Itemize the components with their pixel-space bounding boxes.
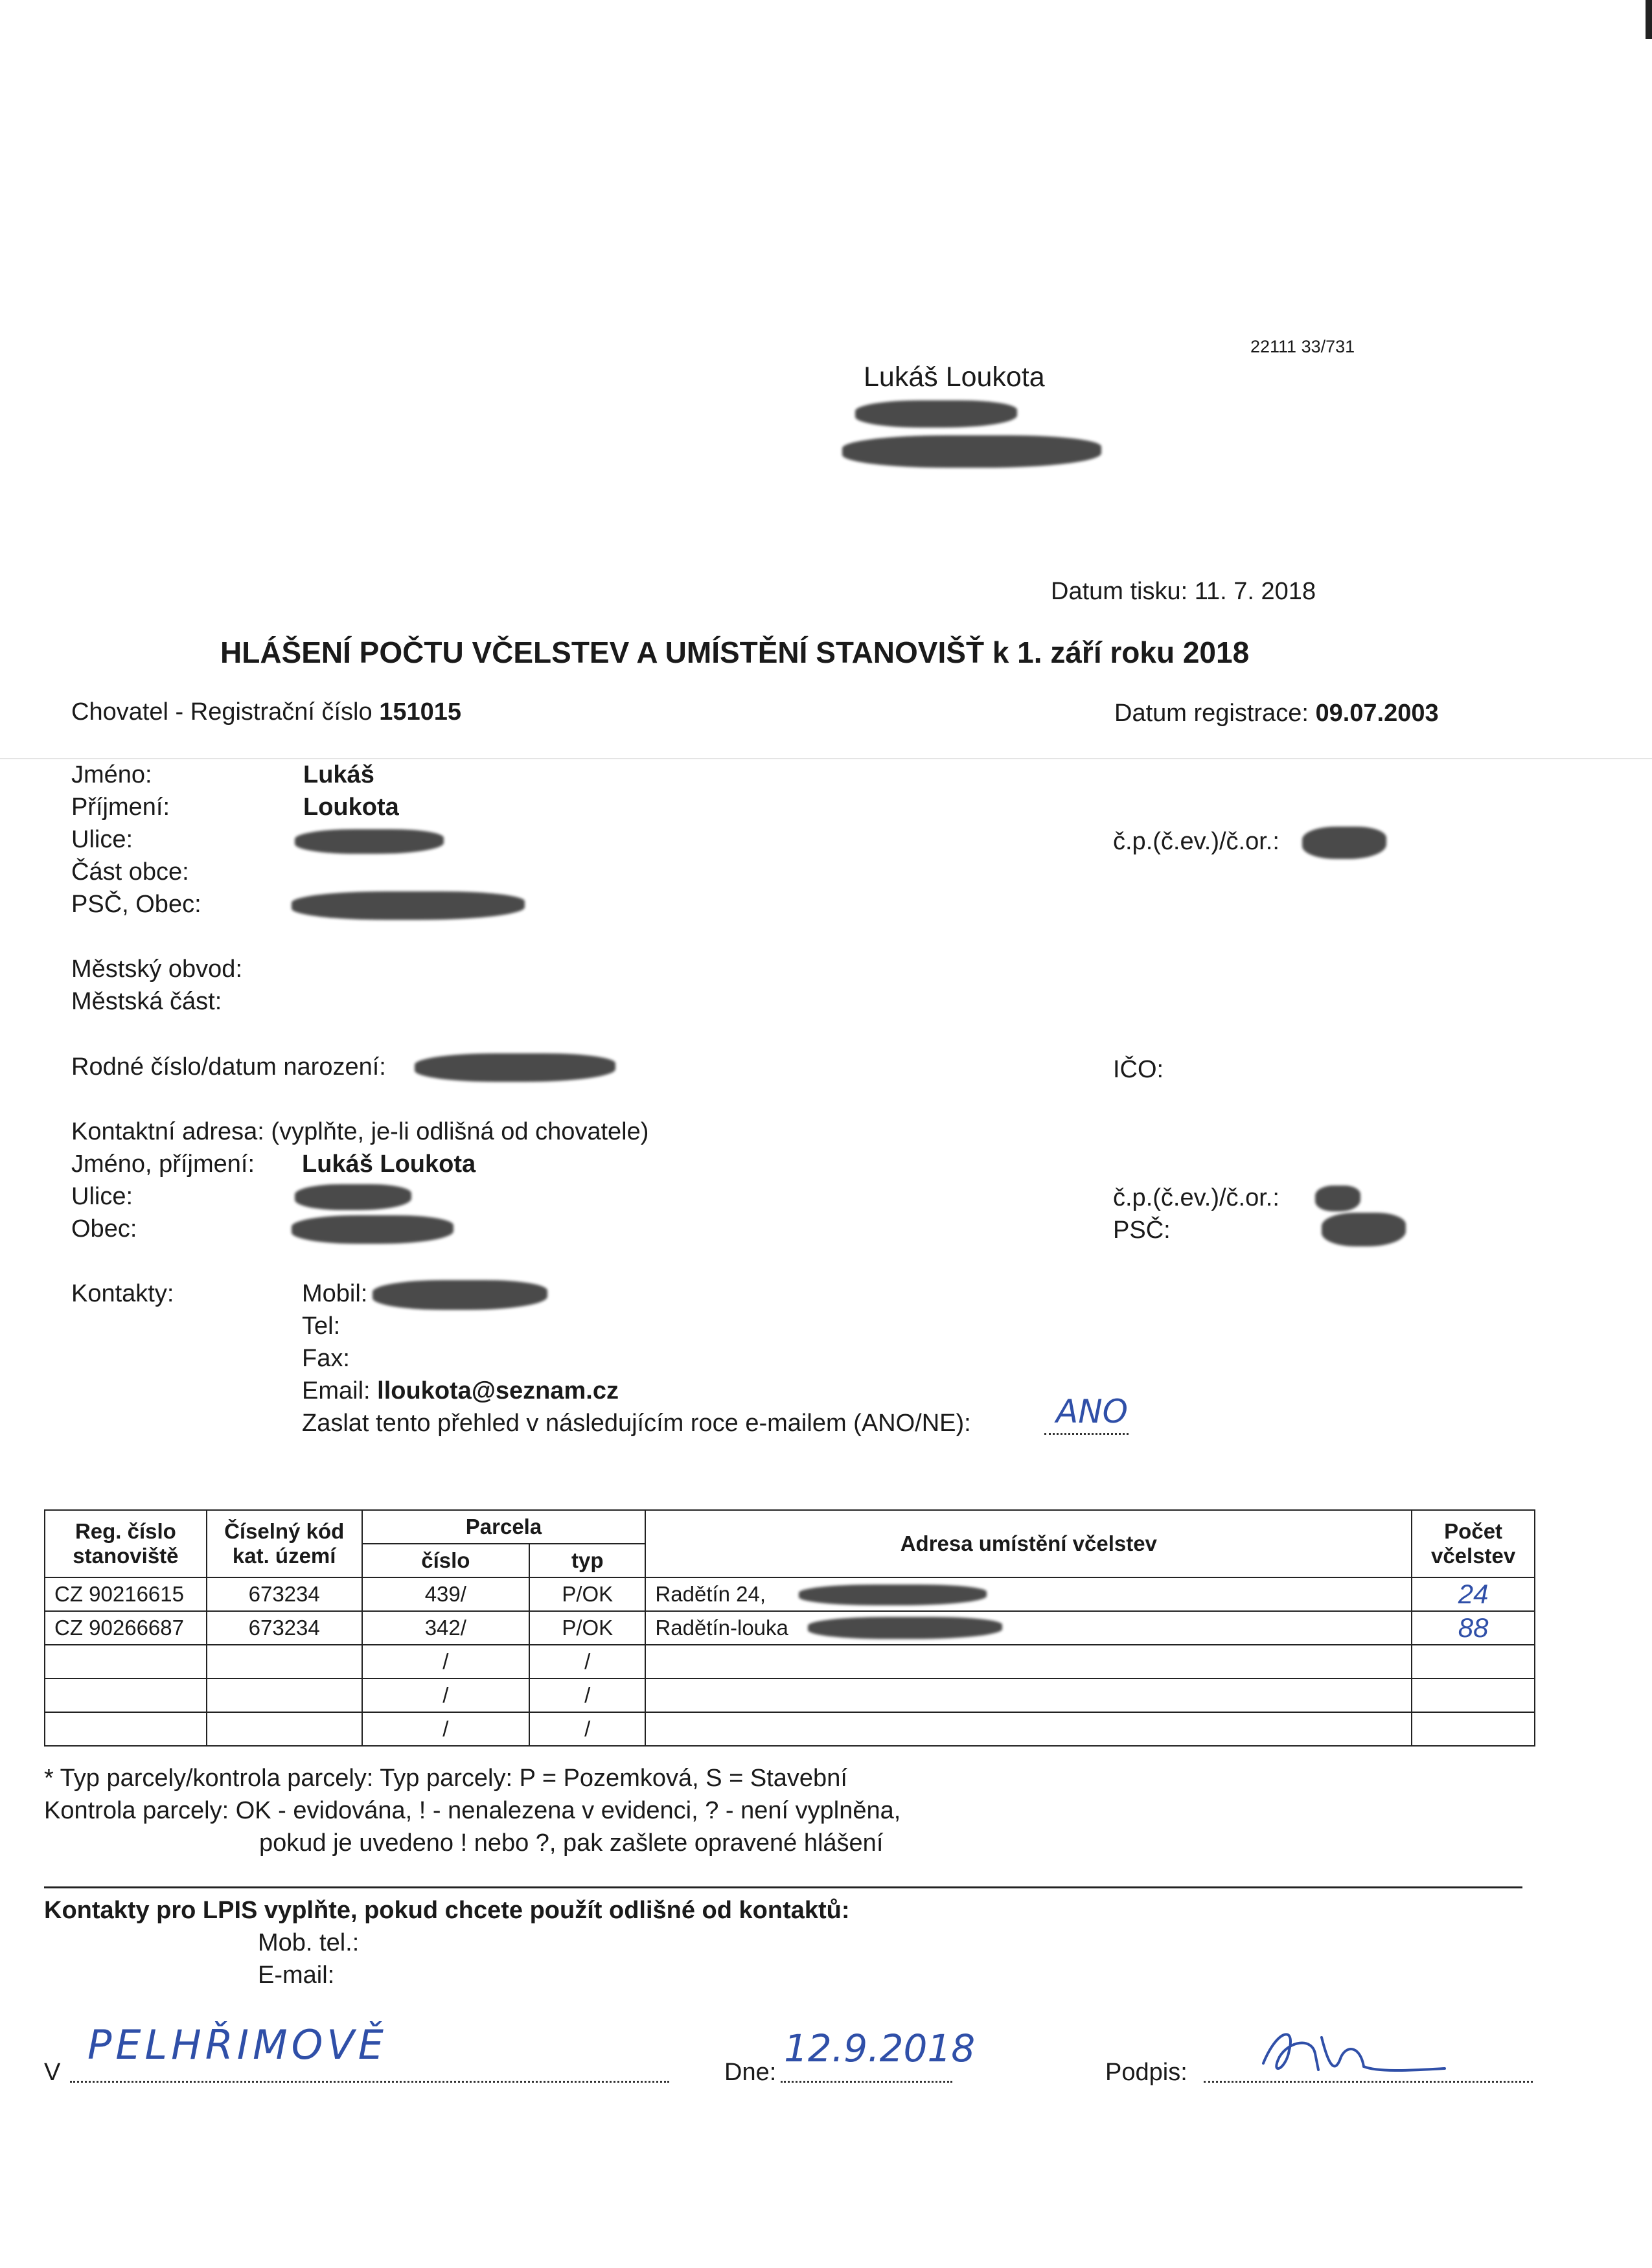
zip-town-label: PSČ, Obec:	[71, 891, 201, 918]
place-label: V	[44, 2059, 61, 2086]
header-parcel-number: číslo	[362, 1544, 530, 1577]
registration-date-value: 09.07.2003	[1315, 700, 1439, 727]
cell-type: /	[529, 1678, 645, 1712]
date-value: 12.9.2018	[784, 2026, 976, 2070]
header-parcel: Parcela	[362, 1510, 646, 1544]
place-dots	[70, 2081, 669, 2083]
cell-address	[645, 1678, 1412, 1712]
table-row	[45, 1712, 1535, 1746]
signature-mark	[1250, 2018, 1458, 2089]
redacted-contact-zip	[1322, 1213, 1406, 1246]
cell-type: P/OK	[529, 1577, 645, 1611]
contact-town-label: Obec:	[71, 1215, 137, 1243]
name-label: Jméno:	[71, 761, 152, 788]
redacted-zip-town	[292, 891, 525, 920]
registration-date	[1114, 700, 1439, 727]
header-code	[207, 1510, 362, 1577]
redacted-contact-street	[295, 1184, 411, 1210]
mobile-label: Mobil:	[302, 1280, 368, 1307]
redacted-birth-number	[415, 1053, 615, 1082]
cell-reg	[45, 1678, 207, 1712]
cell-type: P/OK	[529, 1611, 645, 1645]
email-value: lloukota@seznam.cz	[377, 1377, 619, 1404]
fold-line	[0, 758, 1652, 759]
header-count	[1412, 1510, 1535, 1577]
header-address: Adresa umístění včelstev	[645, 1510, 1412, 1577]
city-part-label: Městská část:	[71, 988, 222, 1015]
cell-code: 673234	[207, 1611, 362, 1645]
send-email-label: Zaslat tento přehled v následujícím roce e-mailem (ANO/NE):	[302, 1410, 971, 1437]
cell-address	[645, 1712, 1412, 1746]
name-value: Lukáš	[303, 761, 374, 788]
surname-value: Loukota	[303, 794, 399, 821]
date-dots	[781, 2081, 952, 2083]
street-label: Ulice:	[71, 826, 133, 853]
document-title: HLÁŠENÍ POČTU VČELSTEV A UMÍSTĚNÍ STANOVIŠŤ k 1. září roku 2018	[220, 636, 1250, 669]
cp-label: č.p.(č.ev.)/č.or.:	[1113, 828, 1279, 855]
table-row	[45, 1577, 1535, 1611]
cell-count	[1412, 1678, 1535, 1712]
apiary-table	[44, 1509, 1535, 1747]
contact-name-value: Lukáš Loukota	[302, 1151, 476, 1178]
contact-zip-label: PSČ:	[1113, 1217, 1171, 1244]
addressee-name: Lukáš Loukota	[864, 361, 1045, 393]
table-row	[45, 1645, 1535, 1678]
cell-number: 439/	[362, 1577, 530, 1611]
redacted-cp	[1302, 827, 1386, 859]
cell-number: /	[362, 1712, 530, 1746]
email-line	[302, 1377, 619, 1405]
cell-address	[645, 1611, 1412, 1645]
cell-address-text: Radětín-louka	[655, 1616, 788, 1640]
cell-address-text: Radětín 24,	[655, 1582, 766, 1606]
header-parcel-type: typ	[529, 1544, 645, 1577]
header-code-line1: Číselný kód	[224, 1519, 345, 1543]
cell-count: 24	[1412, 1577, 1535, 1611]
birth-label: Rodné číslo/datum narození:	[71, 1053, 386, 1081]
cell-code	[207, 1678, 362, 1712]
cell-code	[207, 1712, 362, 1746]
cell-reg	[45, 1712, 207, 1746]
table-row	[45, 1611, 1535, 1645]
document-code: 22111 33/731	[1250, 337, 1355, 356]
redacted-address-line-2	[842, 435, 1101, 468]
table-row	[45, 1678, 1535, 1712]
registration-label	[71, 698, 461, 726]
redacted-address-line-1	[855, 400, 1017, 428]
cell-count	[1412, 1712, 1535, 1746]
lpis-email-label: E-mail:	[258, 1962, 335, 1989]
contact-name-label: Jméno, příjmení:	[71, 1151, 255, 1178]
registration-date-label: Datum registrace:	[1114, 700, 1309, 727]
header-count-line2: včelstev	[1430, 1544, 1516, 1568]
redacted-contact-town	[292, 1215, 453, 1244]
cell-type: /	[529, 1712, 645, 1746]
note-line-1: * Typ parcely/kontrola parcely: Typ parcely: P = Pozemková, S = Stavební	[44, 1765, 847, 1792]
redacted-contact-cp	[1315, 1186, 1360, 1211]
date-label: Dne:	[724, 2059, 777, 2086]
cell-reg	[45, 1645, 207, 1678]
send-email-answer: ANO	[1056, 1393, 1128, 1430]
registration-number: 151015	[379, 698, 462, 726]
district-label: Městský obvod:	[71, 956, 242, 983]
contacts-label: Kontakty:	[71, 1280, 174, 1307]
surname-label: Příjmení:	[71, 794, 170, 821]
lpis-heading: Kontakty pro LPIS vyplňte, pokud chcete použít odlišné od kontaktů:	[44, 1897, 850, 1924]
cell-count	[1412, 1645, 1535, 1678]
contact-address-heading: Kontaktní adresa: (vyplňte, je-li odlišná od chovatele)	[71, 1118, 649, 1145]
part-label: Část obce:	[71, 858, 189, 886]
lpis-mobile-label: Mob. tel.:	[258, 1929, 360, 1956]
note-line-2: Kontrola parcely: OK - evidována, ! - nenalezena v evidenci, ? - není vyplněna,	[44, 1797, 901, 1824]
redacted-address	[799, 1585, 987, 1605]
registration-label-text: Chovatel - Registrační číslo	[71, 698, 373, 726]
header-code-line2: kat. území	[232, 1544, 336, 1568]
tel-label: Tel:	[302, 1312, 341, 1340]
signature-label: Podpis:	[1105, 2059, 1187, 2086]
cell-reg: CZ 90216615	[45, 1577, 207, 1611]
section-divider	[44, 1886, 1522, 1888]
email-label: Email:	[302, 1377, 371, 1404]
place-value: PELHŘIMOVĚ	[87, 2021, 387, 2068]
cell-address	[645, 1577, 1412, 1611]
redacted-mobile	[373, 1280, 547, 1310]
contact-cp-label: č.p.(č.ev.)/č.or.:	[1113, 1184, 1279, 1211]
header-reg-line1: Reg. číslo	[75, 1519, 176, 1543]
redacted-street	[295, 829, 444, 854]
cell-number: /	[362, 1645, 530, 1678]
contact-street-label: Ulice:	[71, 1183, 133, 1210]
header-reg	[45, 1510, 207, 1577]
scan-edge	[1646, 0, 1652, 39]
cell-reg: CZ 90266687	[45, 1611, 207, 1645]
redacted-address	[808, 1617, 1002, 1639]
header-reg-line2: stanoviště	[73, 1544, 179, 1568]
send-email-dots	[1044, 1433, 1129, 1435]
cell-type: /	[529, 1645, 645, 1678]
note-line-3: pokud je uvedeno ! nebo ?, pak zašlete opravené hlášení	[259, 1829, 884, 1857]
cell-number: 342/	[362, 1611, 530, 1645]
cell-address	[645, 1645, 1412, 1678]
cell-code	[207, 1645, 362, 1678]
header-count-line1: Počet	[1444, 1519, 1503, 1543]
cell-count: 88	[1412, 1611, 1535, 1645]
print-date: Datum tisku: 11. 7. 2018	[1051, 578, 1316, 605]
cell-code: 673234	[207, 1577, 362, 1611]
cell-number: /	[362, 1678, 530, 1712]
fax-label: Fax:	[302, 1345, 350, 1372]
ico-label: IČO:	[1113, 1056, 1164, 1083]
